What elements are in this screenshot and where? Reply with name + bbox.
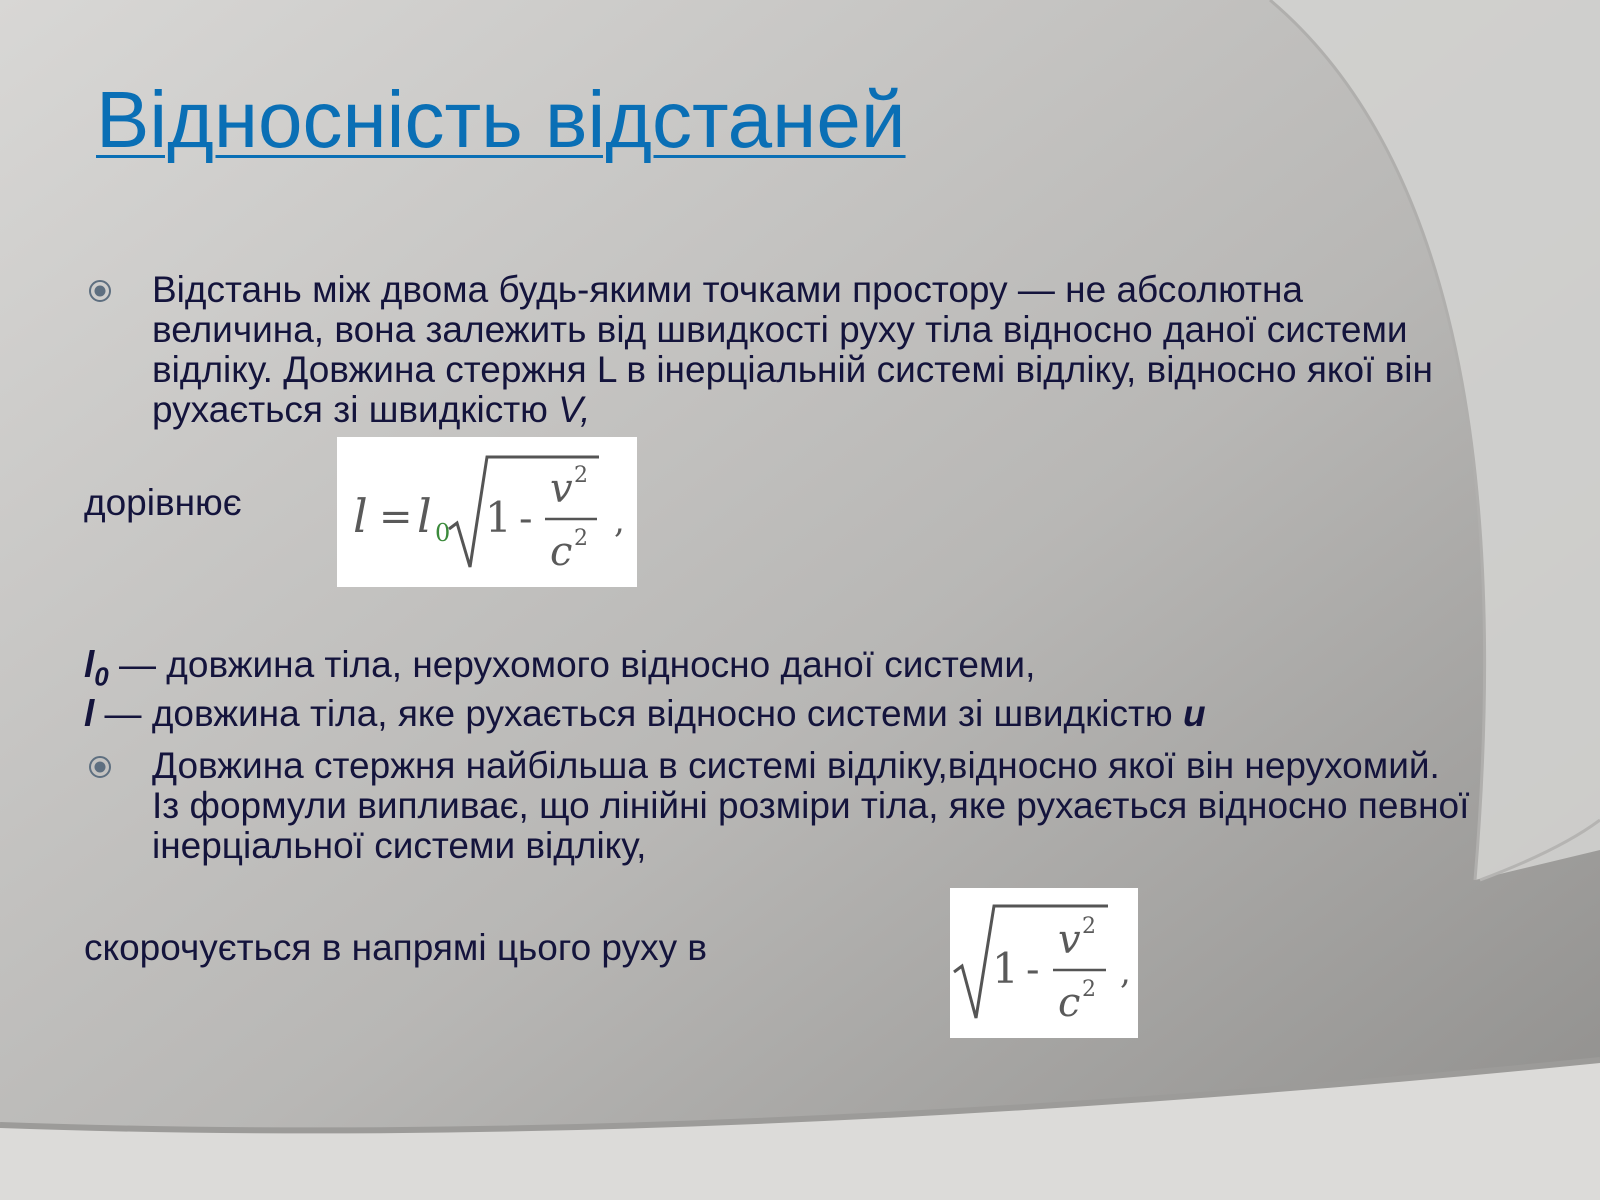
formula-one: 1	[485, 493, 512, 542]
formula-comma: ,	[614, 501, 625, 541]
formula-numerator: v	[550, 466, 573, 512]
l-definition-text: — довжина тіла, яке рухається відносно системи зі швидкістю	[94, 693, 1183, 734]
bullet-1-text: Відстань між двома будь-якими точками простору — не абсолютна величина, вона залежить від швидкості руху тіла відносно даної системи відліку. Довжина стержня L в інерціальній системі відліку, відносно якої він рухається зі швидкістю	[152, 269, 1433, 430]
formula2-num-exp: 2	[1082, 914, 1096, 939]
formula2-minus: -	[1026, 947, 1040, 993]
bullet-icon	[88, 279, 112, 303]
definition-l	[84, 694, 1206, 734]
formula-denominator: c	[550, 529, 573, 575]
formula-num-exp: 2	[574, 463, 588, 488]
formula2-one: 1	[992, 944, 1019, 993]
bullet-paragraph-1	[152, 270, 1472, 430]
velocity-variable: V,	[558, 389, 591, 430]
formula2-denominator: c	[1058, 980, 1081, 1026]
l0-subscript: 0	[94, 661, 109, 692]
shrink-label: скорочується в напрямі цього руху в	[84, 927, 708, 968]
slide-title: Відносність відстаней	[96, 75, 906, 164]
formula-subscript: 0	[435, 519, 451, 547]
l0-definition-text: — довжина тіла, нерухомого відносно даної системи,	[108, 644, 1036, 685]
l-symbol: l	[84, 693, 95, 734]
l0-symbol: l	[84, 644, 95, 685]
bullet-paragraph-2: Довжина стержня найбільша в системі відліку,відносно якої він нерухомий. Із формули випливає, що лінійні розміри тіла, яке рухається відносно певної інерціальної системи відліку,	[152, 745, 1470, 866]
formula-eq: =	[379, 494, 413, 540]
definition-l0	[84, 645, 1035, 696]
bullet-icon	[88, 755, 112, 779]
formula-den-exp: 2	[574, 526, 588, 551]
equals-label: дорівнює	[84, 482, 242, 523]
formula2-den-exp: 2	[1082, 977, 1096, 1002]
formula-length-contraction	[337, 437, 637, 587]
formula-lhs: l	[353, 489, 368, 543]
formula-minus: -	[519, 496, 533, 542]
u-variable: u	[1182, 693, 1206, 734]
formula2-comma: ,	[1120, 952, 1131, 992]
formula-l: l	[417, 489, 432, 543]
formula-contraction-factor	[950, 888, 1138, 1038]
formula2-numerator: v	[1058, 917, 1081, 963]
